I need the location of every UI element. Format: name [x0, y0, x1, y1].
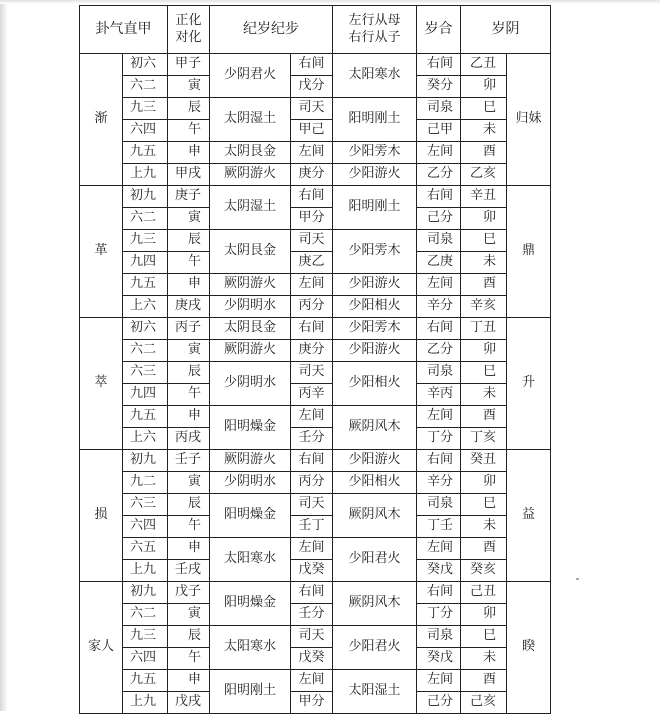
zheng-hua-cell: 寅: [168, 76, 210, 98]
table-row: [80, 384, 551, 406]
zheng-hua-cell: 寅: [168, 604, 210, 626]
zuo-you-cell: 少阳雱木: [333, 230, 417, 274]
ji-sui-cell: 少阴明水: [210, 472, 291, 494]
ji-sui-cell: 厥阴游火: [210, 340, 291, 362]
sui-yin-cell: 未: [461, 516, 507, 538]
sui-yin-cell: 乙丑: [461, 54, 507, 76]
yao-cell: 六二: [123, 208, 168, 230]
zheng-hua-cell: 甲戌: [168, 164, 210, 186]
jian-cell: 司天: [291, 494, 333, 516]
sui-he-cell: 司泉: [417, 362, 461, 384]
scan-speck: [576, 578, 579, 580]
jian-cell: 庚乙: [291, 252, 333, 274]
ji-sui-cell: 少阴明水: [210, 296, 291, 318]
sui-yin-cell: 辛丑: [461, 186, 507, 208]
zheng-hua-cell: 寅: [168, 340, 210, 362]
zuo-you-cell: 少阳游火: [333, 274, 417, 296]
jian-cell: 丙分: [291, 296, 333, 318]
sui-he-cell: 乙分: [417, 164, 461, 186]
yao-cell: 六二: [123, 604, 168, 626]
zheng-hua-cell: 午: [168, 252, 210, 274]
right-gua-cell: 益: [507, 450, 551, 582]
zheng-hua-cell: 戊子: [168, 582, 210, 604]
header-you-xing: 右行从子: [348, 29, 401, 45]
header-sui-he: 岁合: [417, 6, 461, 54]
table-row: [80, 428, 551, 450]
table-row: [80, 670, 551, 692]
sui-yin-cell: 酉: [461, 670, 507, 692]
sui-he-cell: 右间: [417, 186, 461, 208]
sui-he-cell: 辛分: [417, 472, 461, 494]
zuo-you-cell: 太阳寒水: [333, 54, 417, 98]
jian-cell: 左间: [291, 406, 333, 428]
sui-he-cell: 乙庚: [417, 252, 461, 274]
zheng-hua-cell: 申: [168, 670, 210, 692]
ji-sui-cell: 太阴湿土: [210, 186, 291, 230]
yao-cell: 九二: [123, 472, 168, 494]
zuo-you-cell: 少阳雱木: [333, 318, 417, 340]
jian-cell: 左间: [291, 670, 333, 692]
gua-qi-table: [79, 5, 551, 714]
zheng-hua-cell: 辰: [168, 494, 210, 516]
sui-he-cell: 乙分: [417, 340, 461, 362]
sui-yin-cell: 未: [461, 384, 507, 406]
table-row: [80, 142, 551, 164]
zuo-you-cell: 少阳相火: [333, 472, 417, 494]
yao-cell: 上九: [123, 692, 168, 714]
sui-he-cell: 己甲: [417, 120, 461, 142]
right-gua-cell: 睽: [507, 582, 551, 714]
sui-he-cell: 右间: [417, 582, 461, 604]
jian-cell: 右间: [291, 450, 333, 472]
header-zuo-xing: 左行从母: [348, 13, 401, 29]
right-gua-cell: 归妹: [507, 54, 551, 186]
sui-yin-cell: 未: [461, 252, 507, 274]
sui-he-cell: 丁分: [417, 428, 461, 450]
jian-cell: 甲分: [291, 208, 333, 230]
table-row: [80, 318, 551, 340]
header-zuo-you: [333, 6, 417, 54]
ji-sui-cell: 少阴君火: [210, 54, 291, 98]
zheng-hua-cell: 壬子: [168, 450, 210, 472]
jian-cell: 司天: [291, 626, 333, 648]
table-row: [80, 604, 551, 626]
jian-cell: 甲分: [291, 692, 333, 714]
sui-he-cell: 辛分: [417, 296, 461, 318]
jian-cell: 左间: [291, 142, 333, 164]
jian-cell: 壬分: [291, 604, 333, 626]
table-row: [80, 516, 551, 538]
sui-yin-cell: 卯: [461, 76, 507, 98]
yao-cell: 九三: [123, 98, 168, 120]
table-body: [80, 6, 551, 714]
zuo-you-cell: 少阳君火: [333, 626, 417, 670]
sui-yin-cell: 丁亥: [461, 428, 507, 450]
sui-yin-cell: 丁丑: [461, 318, 507, 340]
yao-cell: 九五: [123, 406, 168, 428]
table-row: [80, 626, 551, 648]
sui-he-cell: 癸分: [417, 76, 461, 98]
header-zheng-hua-line2: 对化: [175, 29, 202, 45]
table-row: [80, 472, 551, 494]
zheng-hua-cell: 申: [168, 406, 210, 428]
sui-yin-cell: 酉: [461, 274, 507, 296]
zuo-you-cell: 少阳雱木: [333, 142, 417, 164]
zuo-you-cell: 厥阴风木: [333, 494, 417, 538]
yao-cell: 九三: [123, 626, 168, 648]
zuo-you-cell: 少阳游火: [333, 340, 417, 362]
sui-yin-cell: 卯: [461, 208, 507, 230]
zuo-you-cell: 太阳湿土: [333, 670, 417, 714]
zuo-you-cell: 少阳君火: [333, 538, 417, 582]
table-row: [80, 538, 551, 560]
gua-name-cell: 家人: [80, 582, 123, 714]
zheng-hua-cell: 申: [168, 538, 210, 560]
zuo-you-cell: 厥阴风木: [333, 406, 417, 450]
sui-yin-cell: 癸亥: [461, 560, 507, 582]
ji-sui-cell: 太阴湿土: [210, 98, 291, 142]
jian-cell: 司天: [291, 230, 333, 252]
sui-he-cell: 右间: [417, 54, 461, 76]
zuo-you-cell: 厥阴风木: [333, 582, 417, 626]
zheng-hua-cell: 午: [168, 648, 210, 670]
sui-he-cell: 癸戊: [417, 560, 461, 582]
jian-cell: 丙分: [291, 472, 333, 494]
table-row: [80, 494, 551, 516]
sui-he-cell: 丁壬: [417, 516, 461, 538]
jian-cell: 庚分: [291, 164, 333, 186]
table-row: [80, 274, 551, 296]
header-zheng-hua: [168, 6, 210, 54]
zheng-hua-cell: 申: [168, 142, 210, 164]
ji-sui-cell: 厥阴游火: [210, 274, 291, 296]
zheng-hua-cell: 庚戌: [168, 296, 210, 318]
ji-sui-cell: 太阴艮金: [210, 142, 291, 164]
jian-cell: 甲己: [291, 120, 333, 142]
table-row: [80, 230, 551, 252]
ji-sui-cell: 太阳寒水: [210, 626, 291, 670]
jian-cell: 左间: [291, 538, 333, 560]
sui-he-cell: 右间: [417, 450, 461, 472]
sui-yin-cell: 巳: [461, 362, 507, 384]
yao-cell: 九三: [123, 230, 168, 252]
sui-he-cell: 己分: [417, 692, 461, 714]
sui-yin-cell: 巳: [461, 494, 507, 516]
zuo-you-cell: 少阳相火: [333, 296, 417, 318]
jian-cell: 壬丁: [291, 516, 333, 538]
sui-he-cell: 司泉: [417, 494, 461, 516]
yao-cell: 初九: [123, 450, 168, 472]
jian-cell: 丙辛: [291, 384, 333, 406]
zuo-you-cell: 阳明刚土: [333, 186, 417, 230]
table-row: [80, 296, 551, 318]
gua-name-cell: 萃: [80, 318, 123, 450]
table-row: [80, 692, 551, 714]
zheng-hua-cell: 辰: [168, 626, 210, 648]
ji-sui-cell: 阳明燥金: [210, 494, 291, 538]
table-row: [80, 252, 551, 274]
jian-cell: 右间: [291, 582, 333, 604]
yao-cell: 初六: [123, 318, 168, 340]
page-edge-shadow: [0, 0, 8, 711]
header-zheng-hua-line1: 正化: [175, 13, 202, 29]
ji-sui-cell: 阳明燥金: [210, 406, 291, 450]
sui-he-cell: 司泉: [417, 230, 461, 252]
yao-cell: 上九: [123, 560, 168, 582]
header-sui-yin: 岁阴: [461, 6, 551, 54]
ji-sui-cell: 阳明燥金: [210, 582, 291, 626]
jian-cell: 壬分: [291, 428, 333, 450]
table-row: [80, 120, 551, 142]
jian-cell: 左间: [291, 274, 333, 296]
sui-yin-cell: 己丑: [461, 582, 507, 604]
zuo-you-cell: 少阳游火: [333, 164, 417, 186]
sui-yin-cell: 酉: [461, 538, 507, 560]
yao-cell: 六四: [123, 516, 168, 538]
right-gua-cell: 鼎: [507, 186, 551, 318]
yao-cell: 上六: [123, 428, 168, 450]
yao-cell: 初六: [123, 54, 168, 76]
gua-name-cell: 革: [80, 186, 123, 318]
zheng-hua-cell: 丙子: [168, 318, 210, 340]
table-row: [80, 362, 551, 384]
sui-he-cell: 司泉: [417, 98, 461, 120]
ji-sui-cell: 太阴艮金: [210, 230, 291, 274]
sui-yin-cell: 乙亥: [461, 164, 507, 186]
sui-yin-cell: 辛亥: [461, 296, 507, 318]
yao-cell: 六二: [123, 76, 168, 98]
ji-sui-cell: 少阴明水: [210, 362, 291, 406]
yao-cell: 六五: [123, 538, 168, 560]
ji-sui-cell: 太阴艮金: [210, 318, 291, 340]
gua-name-cell: 损: [80, 450, 123, 582]
ji-sui-cell: 太阳寒水: [210, 538, 291, 582]
zuo-you-cell: 少阳游火: [333, 450, 417, 472]
zheng-hua-cell: 午: [168, 120, 210, 142]
yao-cell: 六三: [123, 494, 168, 516]
sui-yin-cell: 巳: [461, 230, 507, 252]
sui-he-cell: 左间: [417, 406, 461, 428]
yao-cell: 九四: [123, 384, 168, 406]
yao-cell: 六四: [123, 120, 168, 142]
header-ji-sui: 纪岁纪步: [210, 6, 333, 54]
jian-cell: 戊癸: [291, 648, 333, 670]
zuo-you-cell: 少阳相火: [333, 362, 417, 406]
yao-cell: 九五: [123, 142, 168, 164]
sui-he-cell: 左间: [417, 142, 461, 164]
page-top-shadow: [0, 0, 660, 4]
table-row: [80, 582, 551, 604]
sui-he-cell: 左间: [417, 538, 461, 560]
zheng-hua-cell: 午: [168, 516, 210, 538]
sui-yin-cell: 酉: [461, 406, 507, 428]
table-row: [80, 186, 551, 208]
ji-sui-cell: 厥阴游火: [210, 164, 291, 186]
jian-cell: 右间: [291, 186, 333, 208]
table-row: [80, 76, 551, 98]
jian-cell: 右间: [291, 54, 333, 76]
zheng-hua-cell: 壬戌: [168, 560, 210, 582]
sui-yin-cell: 巳: [461, 626, 507, 648]
sui-he-cell: 左间: [417, 274, 461, 296]
yao-cell: 九五: [123, 670, 168, 692]
sui-yin-cell: 未: [461, 648, 507, 670]
zheng-hua-cell: 午: [168, 384, 210, 406]
yao-cell: 六二: [123, 340, 168, 362]
yao-cell: 上九: [123, 164, 168, 186]
yao-cell: 六三: [123, 362, 168, 384]
table-row: [80, 450, 551, 472]
yao-cell: 六四: [123, 648, 168, 670]
zheng-hua-cell: 辰: [168, 230, 210, 252]
jian-cell: 右间: [291, 318, 333, 340]
sui-he-cell: 己分: [417, 208, 461, 230]
yao-cell: 上六: [123, 296, 168, 318]
sui-yin-cell: 己亥: [461, 692, 507, 714]
jian-cell: 戊分: [291, 76, 333, 98]
zheng-hua-cell: 寅: [168, 472, 210, 494]
zheng-hua-cell: 辰: [168, 362, 210, 384]
yao-cell: 初九: [123, 582, 168, 604]
sui-yin-cell: 未: [461, 120, 507, 142]
sui-he-cell: 辛丙: [417, 384, 461, 406]
table-row: [80, 164, 551, 186]
sui-yin-cell: 卯: [461, 340, 507, 362]
table-row: [80, 98, 551, 120]
yao-cell: 九四: [123, 252, 168, 274]
sui-he-cell: 癸戊: [417, 648, 461, 670]
zheng-hua-cell: 丙戌: [168, 428, 210, 450]
sui-he-cell: 左间: [417, 670, 461, 692]
yao-cell: 九五: [123, 274, 168, 296]
sui-yin-cell: 巳: [461, 98, 507, 120]
zheng-hua-cell: 申: [168, 274, 210, 296]
zuo-you-cell: 阳明刚土: [333, 98, 417, 142]
zheng-hua-cell: 庚子: [168, 186, 210, 208]
sui-yin-cell: 酉: [461, 142, 507, 164]
zheng-hua-cell: 戊戌: [168, 692, 210, 714]
jian-cell: 司天: [291, 98, 333, 120]
table-row: [80, 406, 551, 428]
table-row: [80, 208, 551, 230]
ji-sui-cell: 阳明刚土: [210, 670, 291, 714]
sui-yin-cell: 卯: [461, 604, 507, 626]
ji-sui-cell: 厥阴游火: [210, 450, 291, 472]
jian-cell: 庚分: [291, 340, 333, 362]
sui-he-cell: 丁分: [417, 604, 461, 626]
zheng-hua-cell: 辰: [168, 98, 210, 120]
table-row: [80, 648, 551, 670]
jian-cell: 司天: [291, 362, 333, 384]
zheng-hua-cell: 寅: [168, 208, 210, 230]
table-row: [80, 54, 551, 76]
yao-cell: 初九: [123, 186, 168, 208]
sui-he-cell: 司泉: [417, 626, 461, 648]
right-gua-cell: 升: [507, 318, 551, 450]
zheng-hua-cell: 甲子: [168, 54, 210, 76]
table-row: [80, 560, 551, 582]
sui-yin-cell: 卯: [461, 472, 507, 494]
header-row: [80, 6, 551, 54]
header-gua-qi: 卦气直甲: [80, 6, 168, 54]
sui-yin-cell: 癸丑: [461, 450, 507, 472]
gua-name-cell: 渐: [80, 54, 123, 186]
jian-cell: 戊癸: [291, 560, 333, 582]
sui-he-cell: 右间: [417, 318, 461, 340]
table-row: [80, 340, 551, 362]
